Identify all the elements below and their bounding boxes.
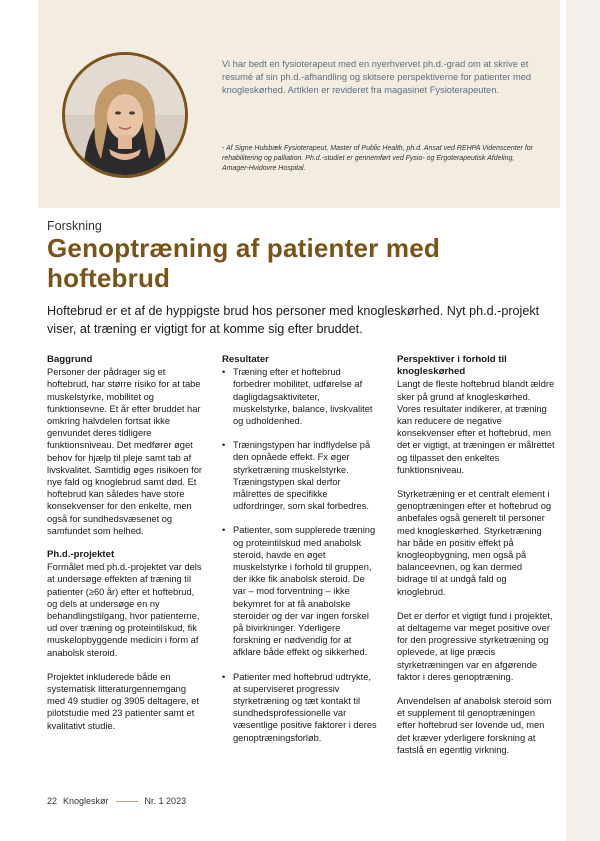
page-footer <box>47 796 186 806</box>
column-1 <box>47 354 205 732</box>
intro-text: Vi har bedt en fysioterapeut med en nyerhvervet ph.d.-grad om at skrive et resumé af sin ph.d.-afhandling og skitsere perspektiverne for patienter med knogleskørhed. Artiklen er revideret fra magasinet Fysioterapeuten. <box>222 59 532 96</box>
paragraph: Det er derfor et vigtigt fund i projektet, at deltagerne var meget positive over for den progressive styrketræning og oplevede, at lige præcis styrketræningen var en afgørende faktor i deres genoptræning. <box>397 610 553 682</box>
paragraph: Projektet inkluderede både en systematisk litteraturgennemgang med 49 studier og 3905 deltagere, et pilotstudie med 23 patienter samt et kvalitativt studie. <box>47 671 199 731</box>
paragraph: Personer der pådrager sig et hoftebrud, har større risiko for at tabe muskelstyrke, mobilitet og funktionsevne. Et år efter bruddet har omkring halvdelen fortsat ikke genvundet deres tidligere funktionsniveau. Det medfører øget behov for hjælp til pleje samt tab af livskvalitet. Samtidig øges risikoen for nye fald og knoglebrud samt død. Et hoftebrud kan således have store konsekvenser for den enkelte, men også for sundhedsvæsenet og samfundet som helhed. <box>47 367 203 536</box>
paragraph: Langt de fleste hoftebrud blandt ældre sker på grund af knogleskørhed. Vores resultater indikerer, at træning kan reducere de negative konsekvenser efter et hoftebrud, men det er vigtigt, at træningen er målrettet og tilpasset den enkeltes funktionsniveau. <box>397 379 555 475</box>
author-byline: - Af Signe Hulsbæk Fysioterapeut, Master of Public Health, ph.d. Ansat ved REHPA Videnscenter for rehabilitering og palliation. Ph.d.-studiet er gennemført ved Fysio- og Ergoterapeutisk Afdeling, Amager-Hvidovre Hospital. <box>222 145 534 173</box>
section-label: Forskning <box>47 219 102 233</box>
magazine-name: Knogleskør <box>63 796 109 806</box>
bullet-icon: • <box>222 367 226 378</box>
list-item-text: Patienter med hoftebrud udtrykte, at superviseret progressiv styrketræning og tæt kontakt til sundhedsprofessionelle var væsentlige positive faktorer i deres genoptræningsforløb. <box>233 671 377 743</box>
list-item-text: Træning efter et hoftebrud forbedrer mobilitet, udførelse af dagligdagsaktiviteter, muskelstyrke, balance, livskvalitet og udholdenhed. <box>233 367 373 427</box>
results-list <box>222 366 379 744</box>
bullet-icon: • <box>222 671 226 682</box>
page-title: Genoptræning af patienter med hoftebrud <box>47 233 440 293</box>
heading-perspektiver: Perspektiver i forhold til knogleskørhed <box>397 354 507 378</box>
paragraph: Anvendelsen af anabolsk steroid som et supplement til genoptræningen efter hoftebrud ser lovende ud, men det kræver yderligere forskning at fastslå en egentlig virkning. <box>397 696 552 755</box>
list-item-text: Træningstypen har indflydelse på den opnåede effekt. Fx øger styrketræning muskelstyrke. Træningstypen skal derfor målrettes de specifikke udfordringer, som skal forbedres. <box>233 440 371 512</box>
bullet-icon: • <box>222 440 226 451</box>
list-item <box>222 366 379 427</box>
page-edge-strip <box>566 0 600 841</box>
paragraph: Styrketræning er et centralt element i genoptræningen efter et hoftebrud og anbefales også generelt til personer med knogleskørhed. Styrketræning har både en positiv effekt på knogleopbygning, men også på balanceevnen, og kan dermed bidrage til at undgå fald og knoglebrud. <box>397 489 552 597</box>
list-item <box>222 671 379 744</box>
column-2 <box>222 354 379 756</box>
heading-phd-projektet: Ph.d.-projektet <box>47 549 115 561</box>
column-3 <box>397 354 555 756</box>
heading-resultater: Resultater <box>222 354 269 365</box>
paragraph: Formålet med ph.d.-projektet var dels at undersøge effekten af træning til patienter (≥60 år) efter et hoftebrud, og dels at undersøge en ny behandlingstilgang, hvor patienterne, ud over træning og proteintilskud, fik muskelopbyggende medicin i form af anabolsk steroid. <box>47 562 202 658</box>
footer-divider <box>116 801 138 802</box>
page-number: 22 <box>47 796 58 806</box>
heading-baggrund: Baggrund <box>47 354 93 365</box>
author-portrait <box>62 52 188 178</box>
list-item <box>222 524 379 658</box>
list-item-text: Patienter, som supplerede træning og proteintilskud med anabolsk steroid, havde en øget muskelstyrke i forhold til gruppen, der ikke fik anabolsk steroid. De var – mod forventning – ikke bekymret for at få anabolske steroider og der var ingen forskel på bivirkninger. Yderligere forskning er nødvendig for at afklare både effekt og sikkerhed. <box>233 525 376 658</box>
bullet-icon: • <box>222 525 226 536</box>
issue-label: Nr. 1 2023 <box>144 796 187 806</box>
lead-paragraph: Hoftebrud er et af de hyppigste brud hos personer med knogleskørhed. Nyt ph.d.-projekt viser, at træning er vigtigt for at komme sig efter bruddet. <box>47 304 540 336</box>
list-item <box>222 439 379 512</box>
